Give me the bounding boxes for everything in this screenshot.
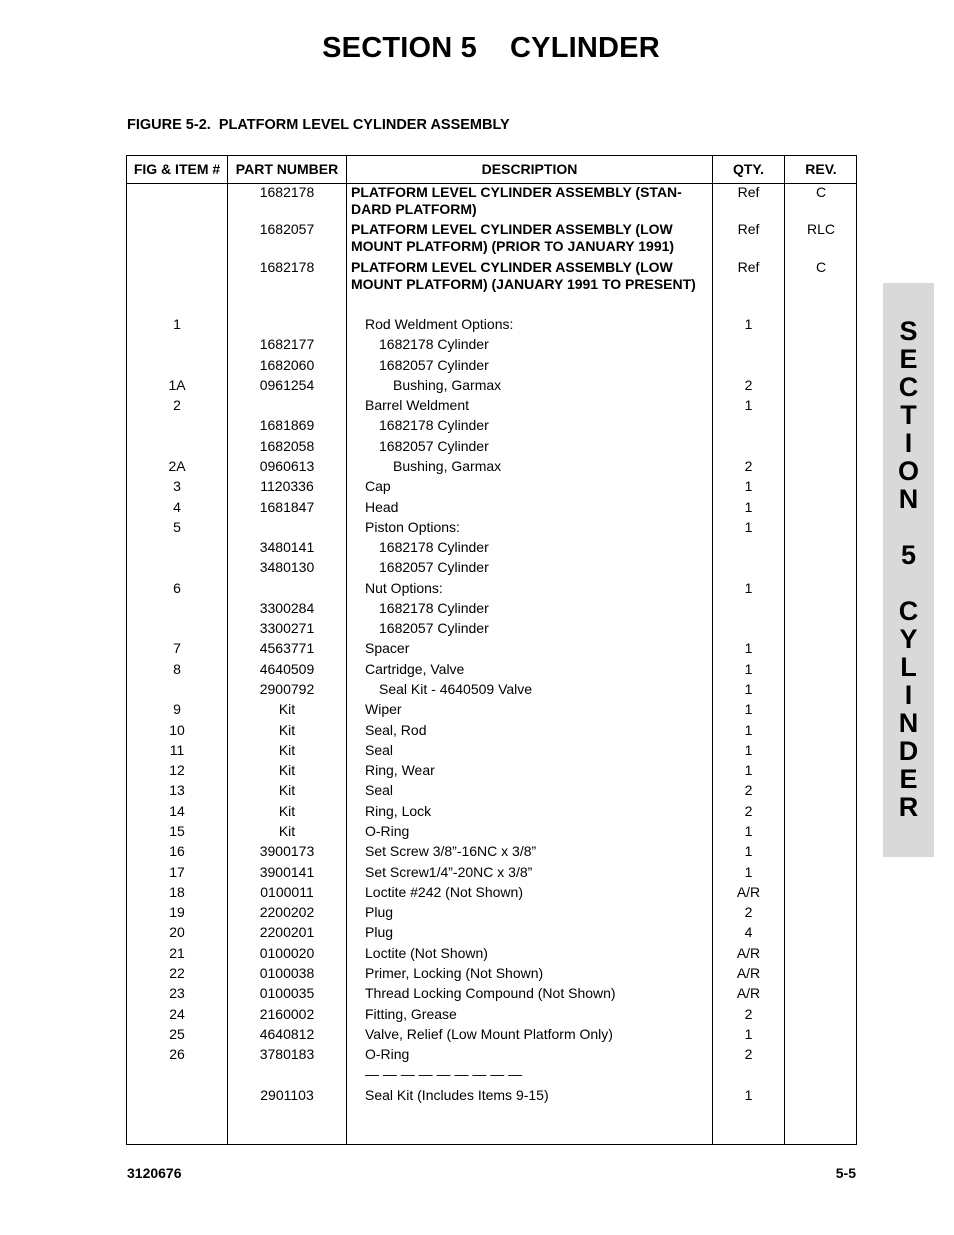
- row-description: Rod Weldment Options:: [365, 316, 514, 332]
- row-part-number: 3300271: [259, 620, 315, 636]
- row-item-number: 8: [173, 661, 181, 677]
- row-qty: 1: [744, 640, 753, 656]
- row-qty: 2: [744, 1046, 753, 1062]
- row-qty: 1: [744, 1026, 753, 1042]
- row-description: 1682057 Cylinder: [379, 357, 489, 373]
- page-title: SECTION 5 CYLINDER: [322, 32, 660, 64]
- assembly-rev: C: [815, 259, 827, 275]
- header-description: DESCRIPTION: [481, 161, 578, 177]
- row-qty: 4: [744, 924, 753, 940]
- row-part-number: Kit: [278, 742, 296, 758]
- side-tab-letter: O: [897, 456, 919, 486]
- row-part-number: 2900792: [259, 681, 315, 697]
- row-part-number: 3900141: [259, 864, 315, 880]
- row-qty: A/R: [736, 884, 761, 900]
- row-item-number: 19: [169, 904, 185, 920]
- row-item-number: 25: [169, 1026, 185, 1042]
- row-description: 1682057 Cylinder: [379, 438, 489, 454]
- side-tab-letter: 5: [900, 540, 917, 570]
- row-description: O-Ring: [365, 1046, 410, 1062]
- row-part-number: 2200202: [259, 904, 315, 920]
- row-part-number: Kit: [278, 722, 296, 738]
- row-description: Thread Locking Compound (Not Shown): [365, 985, 616, 1001]
- assembly-rev: C: [815, 184, 827, 200]
- row-item-number: 10: [169, 722, 185, 738]
- row-description: Set Screw 3/8”-16NC x 3/8”: [365, 843, 537, 859]
- row-description: Cartridge, Valve: [365, 661, 465, 677]
- row-description: Seal: [365, 782, 394, 798]
- row-part-number: Kit: [278, 823, 296, 839]
- row-qty: 1: [744, 762, 753, 778]
- row-part-number: 4640812: [259, 1026, 315, 1042]
- side-tab-letter: I: [904, 680, 913, 710]
- page-number: 5-5: [835, 1165, 856, 1181]
- row-qty: 2: [744, 803, 753, 819]
- row-item-number: 26: [169, 1046, 185, 1062]
- row-description: Set Screw1/4”-20NC x 3/8”: [365, 864, 533, 880]
- row-description: 1682178 Cylinder: [379, 539, 489, 555]
- row-item-number: 4: [173, 499, 181, 515]
- side-tab-letter: C: [898, 596, 919, 626]
- row-item-number: 2: [173, 397, 181, 413]
- row-part-number: 3780183: [259, 1046, 315, 1062]
- row-description: Valve, Relief (Low Mount Platform Only): [365, 1026, 613, 1042]
- side-tab-letter: T: [900, 400, 917, 430]
- row-part-number: 4563771: [259, 640, 315, 656]
- row-qty: A/R: [736, 945, 761, 961]
- side-tab-letter: N: [898, 484, 919, 514]
- row-qty: A/R: [736, 965, 761, 981]
- side-tab-letter: N: [898, 708, 919, 738]
- row-description: — — — — — — — — —: [365, 1066, 523, 1082]
- row-part-number: 3300284: [259, 600, 315, 616]
- row-description: Seal Kit - 4640509 Valve: [379, 681, 533, 697]
- figure-title: FIGURE 5-2. PLATFORM LEVEL CYLINDER ASSEMBLY: [127, 117, 510, 133]
- row-qty: 1: [744, 478, 753, 494]
- row-description: Seal, Rod: [365, 722, 427, 738]
- side-tab-letter: L: [900, 652, 917, 682]
- row-qty: 1: [744, 519, 753, 535]
- row-description: Piston Options:: [365, 519, 460, 535]
- row-qty: 1: [744, 864, 753, 880]
- row-part-number: 0100020: [259, 945, 315, 961]
- assembly-description: PLATFORM LEVEL CYLINDER ASSEMBLY (LOW MOUNT PLATFORM) (PRIOR TO JANUARY 1991): [351, 221, 675, 254]
- row-item-number: 24: [169, 1006, 185, 1022]
- row-item-number: 14: [169, 803, 185, 819]
- row-description: Plug: [365, 924, 394, 940]
- row-part-number: 2901103: [260, 1087, 314, 1103]
- row-part-number: 1120336: [260, 478, 314, 494]
- row-qty: 2: [744, 782, 753, 798]
- row-description: Barrel Weldment: [365, 397, 470, 413]
- row-qty: 1: [744, 843, 753, 859]
- row-qty: 1: [744, 397, 753, 413]
- row-part-number: 4640509: [259, 661, 315, 677]
- row-description: 1682178 Cylinder: [379, 417, 489, 433]
- row-part-number: Kit: [278, 782, 296, 798]
- row-item-number: 21: [169, 945, 185, 961]
- assembly-qty: Ref: [737, 184, 760, 200]
- assembly-part-number: 1682178: [259, 184, 315, 200]
- row-description: O-Ring: [365, 823, 410, 839]
- row-qty: 1: [744, 580, 753, 596]
- row-description: Ring, Wear: [365, 762, 435, 778]
- row-qty: 2: [744, 377, 753, 393]
- row-item-number: 20: [169, 924, 185, 940]
- row-item-number: 1A: [168, 377, 186, 393]
- assembly-description: PLATFORM LEVEL CYLINDER ASSEMBLY (STAN-DARD PLATFORM): [351, 184, 682, 217]
- header-part-number: PART NUMBER: [235, 161, 339, 177]
- row-part-number: 2160002: [259, 1006, 315, 1022]
- row-qty: 1: [744, 701, 753, 717]
- row-part-number: 0100035: [259, 985, 315, 1001]
- document-number: 3120676: [127, 1165, 182, 1181]
- row-item-number: 18: [169, 884, 185, 900]
- row-item-number: 1: [173, 316, 181, 332]
- row-part-number: Kit: [278, 762, 296, 778]
- row-qty: 1: [744, 661, 753, 677]
- row-part-number: 3900173: [259, 843, 315, 859]
- row-item-number: 9: [173, 701, 181, 717]
- parts-table: [126, 155, 857, 1145]
- row-description: Bushing, Garmax: [393, 377, 502, 393]
- row-item-number: 15: [169, 823, 185, 839]
- row-description: Plug: [365, 904, 394, 920]
- row-qty: 2: [744, 904, 753, 920]
- assembly-part-number: 1682057: [259, 221, 315, 237]
- row-item-number: 12: [169, 762, 185, 778]
- row-part-number: 1682058: [259, 438, 315, 454]
- row-description: 1682057 Cylinder: [379, 620, 489, 636]
- row-part-number: 0960613: [259, 458, 315, 474]
- row-item-number: 17: [169, 864, 185, 880]
- row-qty: 1: [744, 823, 753, 839]
- row-description: 1682057 Cylinder: [379, 559, 489, 575]
- column-divider: [346, 156, 347, 1144]
- side-tab-letter: I: [904, 428, 913, 458]
- row-part-number: 1682177: [259, 336, 315, 352]
- assembly-part-number: 1682178: [259, 259, 315, 275]
- row-qty: 1: [744, 681, 753, 697]
- row-part-number: Kit: [278, 803, 296, 819]
- assembly-qty: Ref: [737, 259, 760, 275]
- row-description: Fitting, Grease: [365, 1006, 457, 1022]
- column-divider: [784, 156, 785, 1144]
- side-tab-letter: E: [899, 344, 918, 374]
- side-tab-letter: C: [898, 372, 919, 402]
- row-qty: A/R: [736, 985, 761, 1001]
- side-tab-letter: E: [899, 764, 918, 794]
- side-tab-letter: S: [899, 316, 918, 346]
- row-part-number: 1682060: [259, 357, 315, 373]
- row-description: Nut Options:: [365, 580, 443, 596]
- row-part-number: 3480141: [259, 539, 315, 555]
- assembly-qty: Ref: [737, 221, 760, 237]
- row-item-number: 22: [169, 965, 185, 981]
- row-description: Loctite #242 (Not Shown): [365, 884, 523, 900]
- row-part-number: Kit: [278, 701, 296, 717]
- row-item-number: 23: [169, 985, 185, 1001]
- row-part-number: 0100038: [259, 965, 315, 981]
- header-item: FIG & ITEM #: [133, 161, 221, 177]
- row-qty: 1: [744, 499, 753, 515]
- row-item-number: 5: [173, 519, 181, 535]
- row-qty: 1: [744, 742, 753, 758]
- row-description: Bushing, Garmax: [393, 458, 502, 474]
- row-part-number: 2200201: [259, 924, 315, 940]
- row-qty: 2: [744, 1006, 753, 1022]
- row-item-number: 2A: [168, 458, 186, 474]
- row-item-number: 13: [169, 782, 185, 798]
- row-description: 1682178 Cylinder: [379, 336, 489, 352]
- row-item-number: 16: [169, 843, 185, 859]
- assembly-description: PLATFORM LEVEL CYLINDER ASSEMBLY (LOW MOUNT PLATFORM) (JANUARY 1991 TO PRESENT): [351, 259, 696, 292]
- row-qty: 1: [744, 316, 753, 332]
- row-qty: 1: [744, 1087, 753, 1103]
- section-side-tab: [883, 283, 934, 857]
- row-description: Cap: [365, 478, 391, 494]
- row-description: Spacer: [365, 640, 410, 656]
- row-part-number: 0961254: [259, 377, 315, 393]
- assembly-rev: RLC: [806, 221, 835, 237]
- row-item-number: 3: [173, 478, 181, 494]
- row-part-number: 0100011: [260, 884, 314, 900]
- row-part-number: 3480130: [259, 559, 315, 575]
- row-description: Seal: [365, 742, 394, 758]
- side-tab-letter: R: [898, 792, 919, 822]
- row-description: 1682178 Cylinder: [379, 600, 489, 616]
- row-item-number: 7: [173, 640, 181, 656]
- row-description: Head: [365, 499, 399, 515]
- row-item-number: 11: [169, 742, 185, 758]
- row-description: Loctite (Not Shown): [365, 945, 488, 961]
- row-description: Primer, Locking (Not Shown): [365, 965, 544, 981]
- row-description: Wiper: [365, 701, 402, 717]
- row-description: Seal Kit (Includes Items 9-15): [365, 1087, 549, 1103]
- side-tab-letter: D: [898, 736, 919, 766]
- row-part-number: 1681847: [259, 499, 315, 515]
- row-item-number: 6: [173, 580, 181, 596]
- header-qty: QTY.: [732, 161, 765, 177]
- header-rev: REV.: [805, 161, 837, 177]
- row-part-number: 1681869: [259, 417, 315, 433]
- row-qty: 2: [744, 458, 753, 474]
- row-qty: 1: [744, 722, 753, 738]
- row-description: Ring, Lock: [365, 803, 432, 819]
- side-tab-letter: Y: [899, 624, 918, 654]
